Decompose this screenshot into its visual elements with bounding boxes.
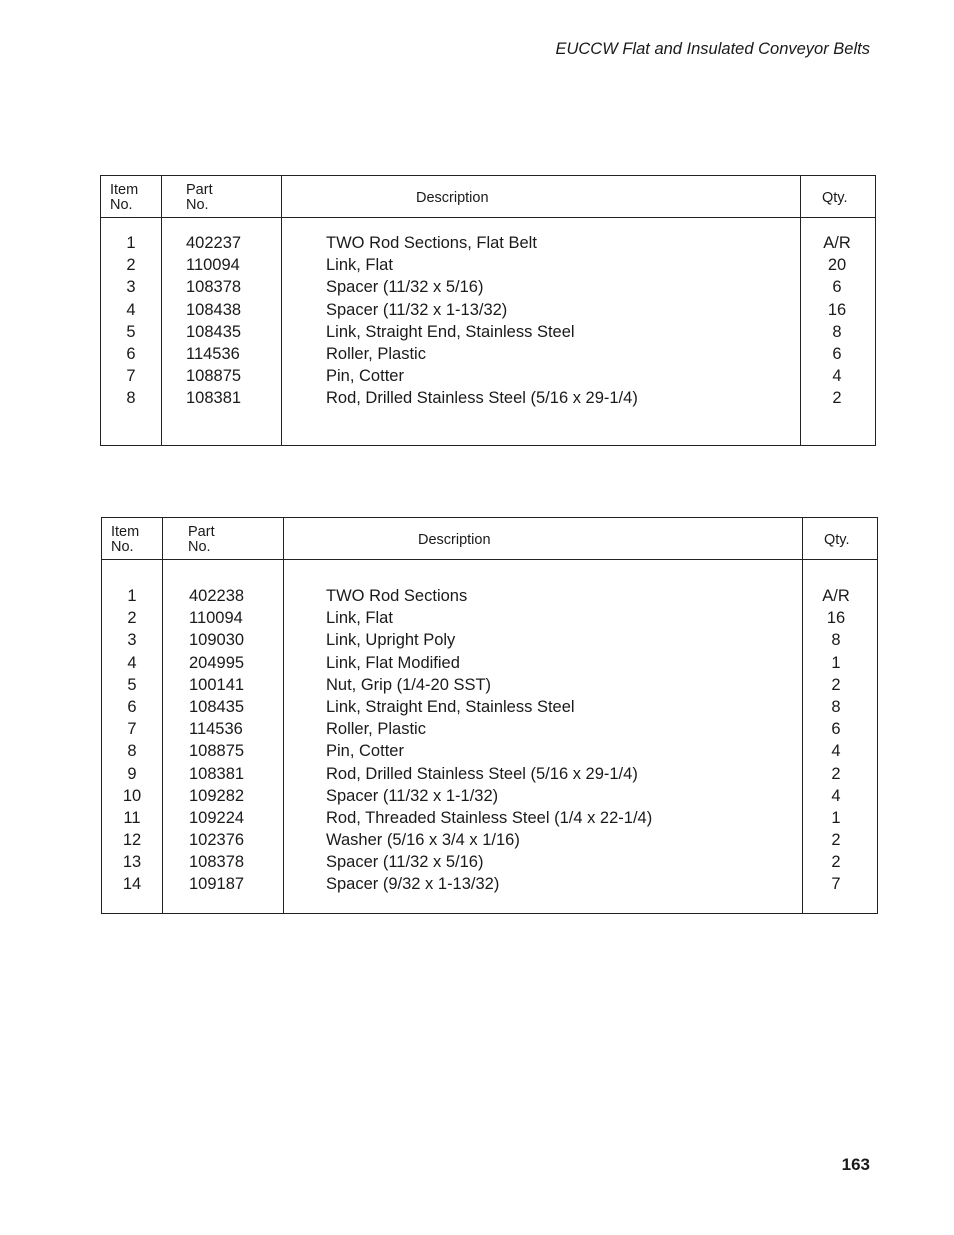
- part-description: Spacer (11/32 x 5/16): [326, 853, 484, 872]
- quantity: A/R: [823, 234, 851, 252]
- quantity: 6: [832, 344, 842, 363]
- item-number: 6: [126, 344, 136, 363]
- table-row: [102, 652, 877, 674]
- item-number: 1: [126, 234, 136, 252]
- part-number: 108435: [186, 322, 242, 341]
- part-number: 108875: [189, 742, 245, 761]
- table-row: [102, 740, 877, 762]
- item-number: 13: [122, 853, 142, 872]
- part-number: 108438: [186, 300, 242, 319]
- part-description: Link, Upright Poly: [326, 631, 456, 650]
- quantity: 7: [831, 875, 841, 894]
- table-row: [101, 321, 875, 343]
- table-row: [102, 763, 877, 785]
- item-number: 8: [127, 742, 137, 761]
- part-description: TWO Rod Sections: [326, 587, 468, 605]
- item-number: 2: [126, 256, 136, 275]
- quantity: 2: [831, 831, 841, 850]
- item-number: 5: [126, 322, 136, 341]
- item-number: 7: [127, 720, 137, 739]
- part-description: Pin, Cotter: [326, 742, 404, 761]
- item-number: 4: [127, 653, 137, 672]
- part-number: 100141: [189, 675, 245, 694]
- table-row: [102, 629, 877, 651]
- part-number: 114536: [189, 720, 243, 739]
- header-item-no: Item No.: [110, 182, 139, 213]
- part-description: Link, Flat: [326, 256, 393, 275]
- table-row: [102, 829, 877, 851]
- part-number: 110094: [189, 609, 243, 628]
- table-row: [101, 365, 875, 387]
- part-description: Nut, Grip (1/4-20 SST): [326, 675, 492, 694]
- table-row: [102, 674, 877, 696]
- part-number: 108378: [186, 278, 242, 297]
- parts-table-flat-belt: [100, 175, 876, 446]
- part-description: Pin, Cotter: [326, 367, 404, 386]
- item-number: 2: [127, 609, 137, 628]
- table-row: [101, 299, 875, 321]
- item-number: 10: [122, 786, 142, 805]
- quantity: 8: [831, 697, 841, 716]
- item-number: 6: [127, 697, 137, 716]
- header-qty: Qty.: [822, 190, 848, 206]
- item-number: 1: [127, 587, 137, 605]
- part-number: 204995: [189, 653, 245, 672]
- quantity: 1: [831, 653, 841, 672]
- part-number: 109282: [189, 786, 245, 805]
- part-description: Rod, Drilled Stainless Steel (5/16 x 29-1/4): [326, 389, 638, 408]
- table-row: [102, 807, 877, 829]
- part-number: 109030: [189, 631, 245, 650]
- table-row: [102, 851, 877, 873]
- part-description: Spacer (11/32 x 1-13/32): [326, 300, 508, 319]
- quantity: 8: [831, 631, 841, 650]
- quantity: 1: [831, 808, 841, 827]
- quantity: 2: [831, 853, 841, 872]
- table-row: [102, 585, 877, 607]
- table-row: [101, 276, 875, 298]
- item-number: 12: [122, 831, 142, 850]
- item-number: 8: [126, 389, 136, 408]
- part-description: Roller, Plastic: [326, 720, 426, 739]
- item-number: 11: [123, 808, 141, 827]
- quantity: 8: [832, 322, 842, 341]
- table-body: [101, 232, 875, 410]
- part-description: Rod, Drilled Stainless Steel (5/16 x 29-1/4): [326, 764, 638, 783]
- part-number: 108435: [189, 697, 245, 716]
- quantity: 6: [832, 278, 842, 297]
- part-number: 108875: [186, 367, 242, 386]
- part-description: Link, Straight End, Stainless Steel: [326, 697, 575, 716]
- table-row: [102, 873, 877, 895]
- running-header-title: EUCCW Flat and Insulated Conveyor Belts: [555, 40, 870, 58]
- part-number: 102376: [189, 831, 245, 850]
- table-row: [101, 343, 875, 365]
- header-divider: [101, 217, 875, 218]
- part-description: TWO Rod Sections, Flat Belt: [326, 234, 537, 252]
- quantity: 4: [831, 786, 841, 805]
- part-description: Roller, Plastic: [326, 344, 426, 363]
- item-number: 9: [127, 764, 137, 783]
- part-number: 114536: [186, 344, 240, 363]
- part-description: Link, Flat: [326, 609, 393, 628]
- table-row: [101, 254, 875, 276]
- part-description: Rod, Threaded Stainless Steel (1/4 x 22-1/4): [326, 808, 653, 827]
- item-number: 5: [127, 675, 137, 694]
- part-description: Spacer (11/32 x 5/16): [326, 278, 484, 297]
- part-description: Link, Straight End, Stainless Steel: [326, 322, 575, 341]
- header-description: Description: [418, 532, 491, 548]
- table-row: [101, 387, 875, 409]
- part-description: Spacer (11/32 x 1-1/32): [326, 786, 499, 805]
- part-description: Link, Flat Modified: [326, 653, 460, 672]
- item-number: 14: [122, 875, 142, 894]
- part-number: 402238: [189, 587, 245, 605]
- header-qty: Qty.: [824, 532, 850, 548]
- table-row: [101, 232, 875, 254]
- part-number: 108381: [186, 389, 242, 408]
- quantity: A/R: [822, 587, 850, 605]
- quantity: 2: [832, 389, 842, 408]
- quantity: 4: [831, 742, 841, 761]
- part-number: 110094: [186, 256, 240, 275]
- table-row: [102, 785, 877, 807]
- header-divider: [102, 559, 877, 560]
- part-number: 108381: [189, 764, 245, 783]
- table-row: [102, 607, 877, 629]
- item-number: 4: [126, 300, 136, 319]
- header-part-no: Part No.: [188, 524, 215, 555]
- quantity: 6: [831, 720, 841, 739]
- quantity: 4: [832, 367, 842, 386]
- header-item-no: Item No.: [111, 524, 140, 555]
- item-number: 3: [126, 278, 136, 297]
- part-description: Washer (5/16 x 3/4 x 1/16): [326, 831, 520, 850]
- quantity: 16: [827, 300, 847, 319]
- part-number: 108378: [189, 853, 245, 872]
- part-number: 109224: [189, 808, 245, 827]
- item-number: 7: [126, 367, 136, 386]
- parts-table-two-rod-sections: [101, 517, 878, 914]
- quantity: 16: [826, 609, 846, 628]
- table-body: [102, 585, 877, 896]
- quantity: 20: [827, 256, 847, 275]
- part-number: 402237: [186, 234, 242, 252]
- table-row: [102, 696, 877, 718]
- item-number: 3: [127, 631, 137, 650]
- quantity: 2: [831, 764, 841, 783]
- header-description: Description: [416, 190, 489, 206]
- header-part-no: Part No.: [186, 182, 213, 213]
- page-number: 163: [841, 1155, 870, 1174]
- table-row: [102, 718, 877, 740]
- part-number: 109187: [189, 875, 245, 894]
- quantity: 2: [831, 675, 841, 694]
- part-description: Spacer (9/32 x 1-13/32): [326, 875, 500, 894]
